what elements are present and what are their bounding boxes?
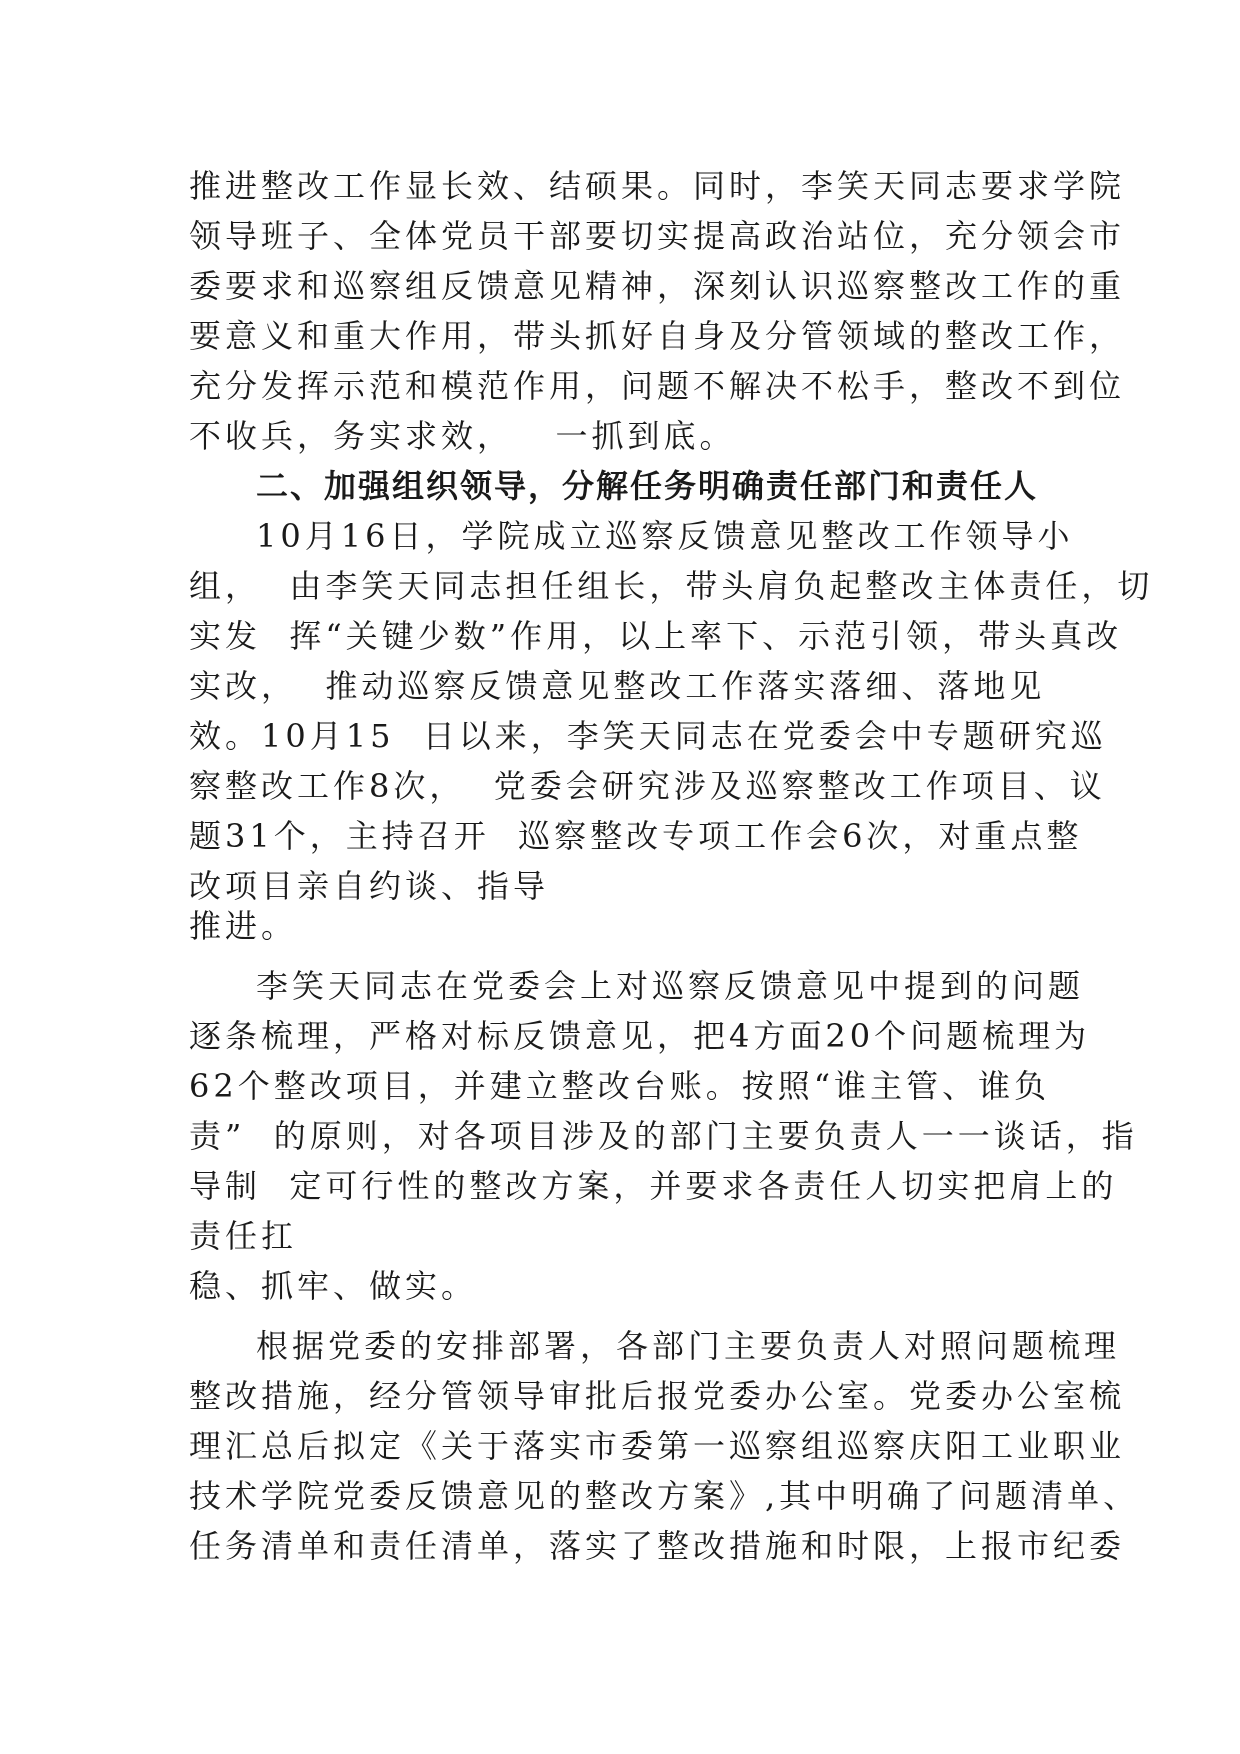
text-line: 技术学院党委反馈意见的整改方案》,其中明确了问题清单、 [189,1477,1140,1515]
text-line: 察整改工作8次， 党委会研究涉及巡察整改工作项目、议 [189,767,1106,805]
text-line: 领导班子、全体党员干部要切实提高政治站位，充分领会市 [189,217,1126,255]
text-line: 委要求和巡察组反馈意见精神，深刻认识巡察整改工作的重 [189,267,1126,305]
section-heading: 二、加强组织领导，分解任务明确责任部门和责任人 [256,467,1039,505]
text-line: 导制 定可行性的整改方案，并要求各责任人切实把肩上的 [189,1167,1118,1205]
text-line: 改项目亲自约谈、指导 [189,867,550,905]
text-line: 逐条梳理，严格对标反馈意见，把4方面20个问题梳理为 [189,1017,1091,1055]
text-line: 62个整改项目，并建立整改台账。按照“谁主管、谁负 [189,1067,1051,1105]
text-line: 不收兵，务实求效， 一抓到底。 [189,417,736,455]
text-line: 题31个，主持召开 巡察整改专项工作会6次，对重点整 [189,817,1083,855]
text-line: 实改， 推动巡察反馈意见整改工作落实落细、落地见 [189,667,1046,705]
text-line: 实发 挥“关键少数”作用，以上率下、示范引领，带头真改 [189,617,1123,655]
text-line: 整改措施，经分管领导审批后报党委办公室。党委办公室梳 [189,1377,1126,1415]
text-line: 责任扛 [189,1217,298,1255]
text-line: 根据党委的安排部署，各部门主要负责人对照问题梳理 [256,1327,1121,1365]
text-line: 责” 的原则，对各项目涉及的部门主要负责人一一谈话，指 [189,1117,1138,1155]
text-line: 要意义和重大作用，带头抓好自身及分管领域的整改工作， [189,317,1126,355]
text-line: 组， 由李笑天同志担任组长，带头肩负起整改主体责任，切 [189,567,1154,605]
text-line: 任务清单和责任清单，落实了整改措施和时限，上报市纪委 [189,1527,1126,1565]
text-line: 理汇总后拟定《关于落实市委第一巡察组巡察庆阳工业职业 [189,1427,1126,1465]
text-line: 效。10月15 日以来，李笑天同志在党委会中专题研究巡 [189,717,1107,755]
text-line: 推进。 [189,907,298,945]
text-line: 10月16日，学院成立巡察反馈意见整改工作领导小 [256,517,1074,555]
text-line: 推进整改工作显长效、结硕果。同时，李笑天同志要求学院 [189,167,1126,205]
text-line: 充分发挥示范和模范作用，问题不解决不松手，整改不到位 [189,367,1126,405]
text-line: 李笑天同志在党委会上对巡察反馈意见中提到的问题 [256,967,1085,1005]
text-line: 稳、抓牢、做实。 [189,1267,478,1305]
